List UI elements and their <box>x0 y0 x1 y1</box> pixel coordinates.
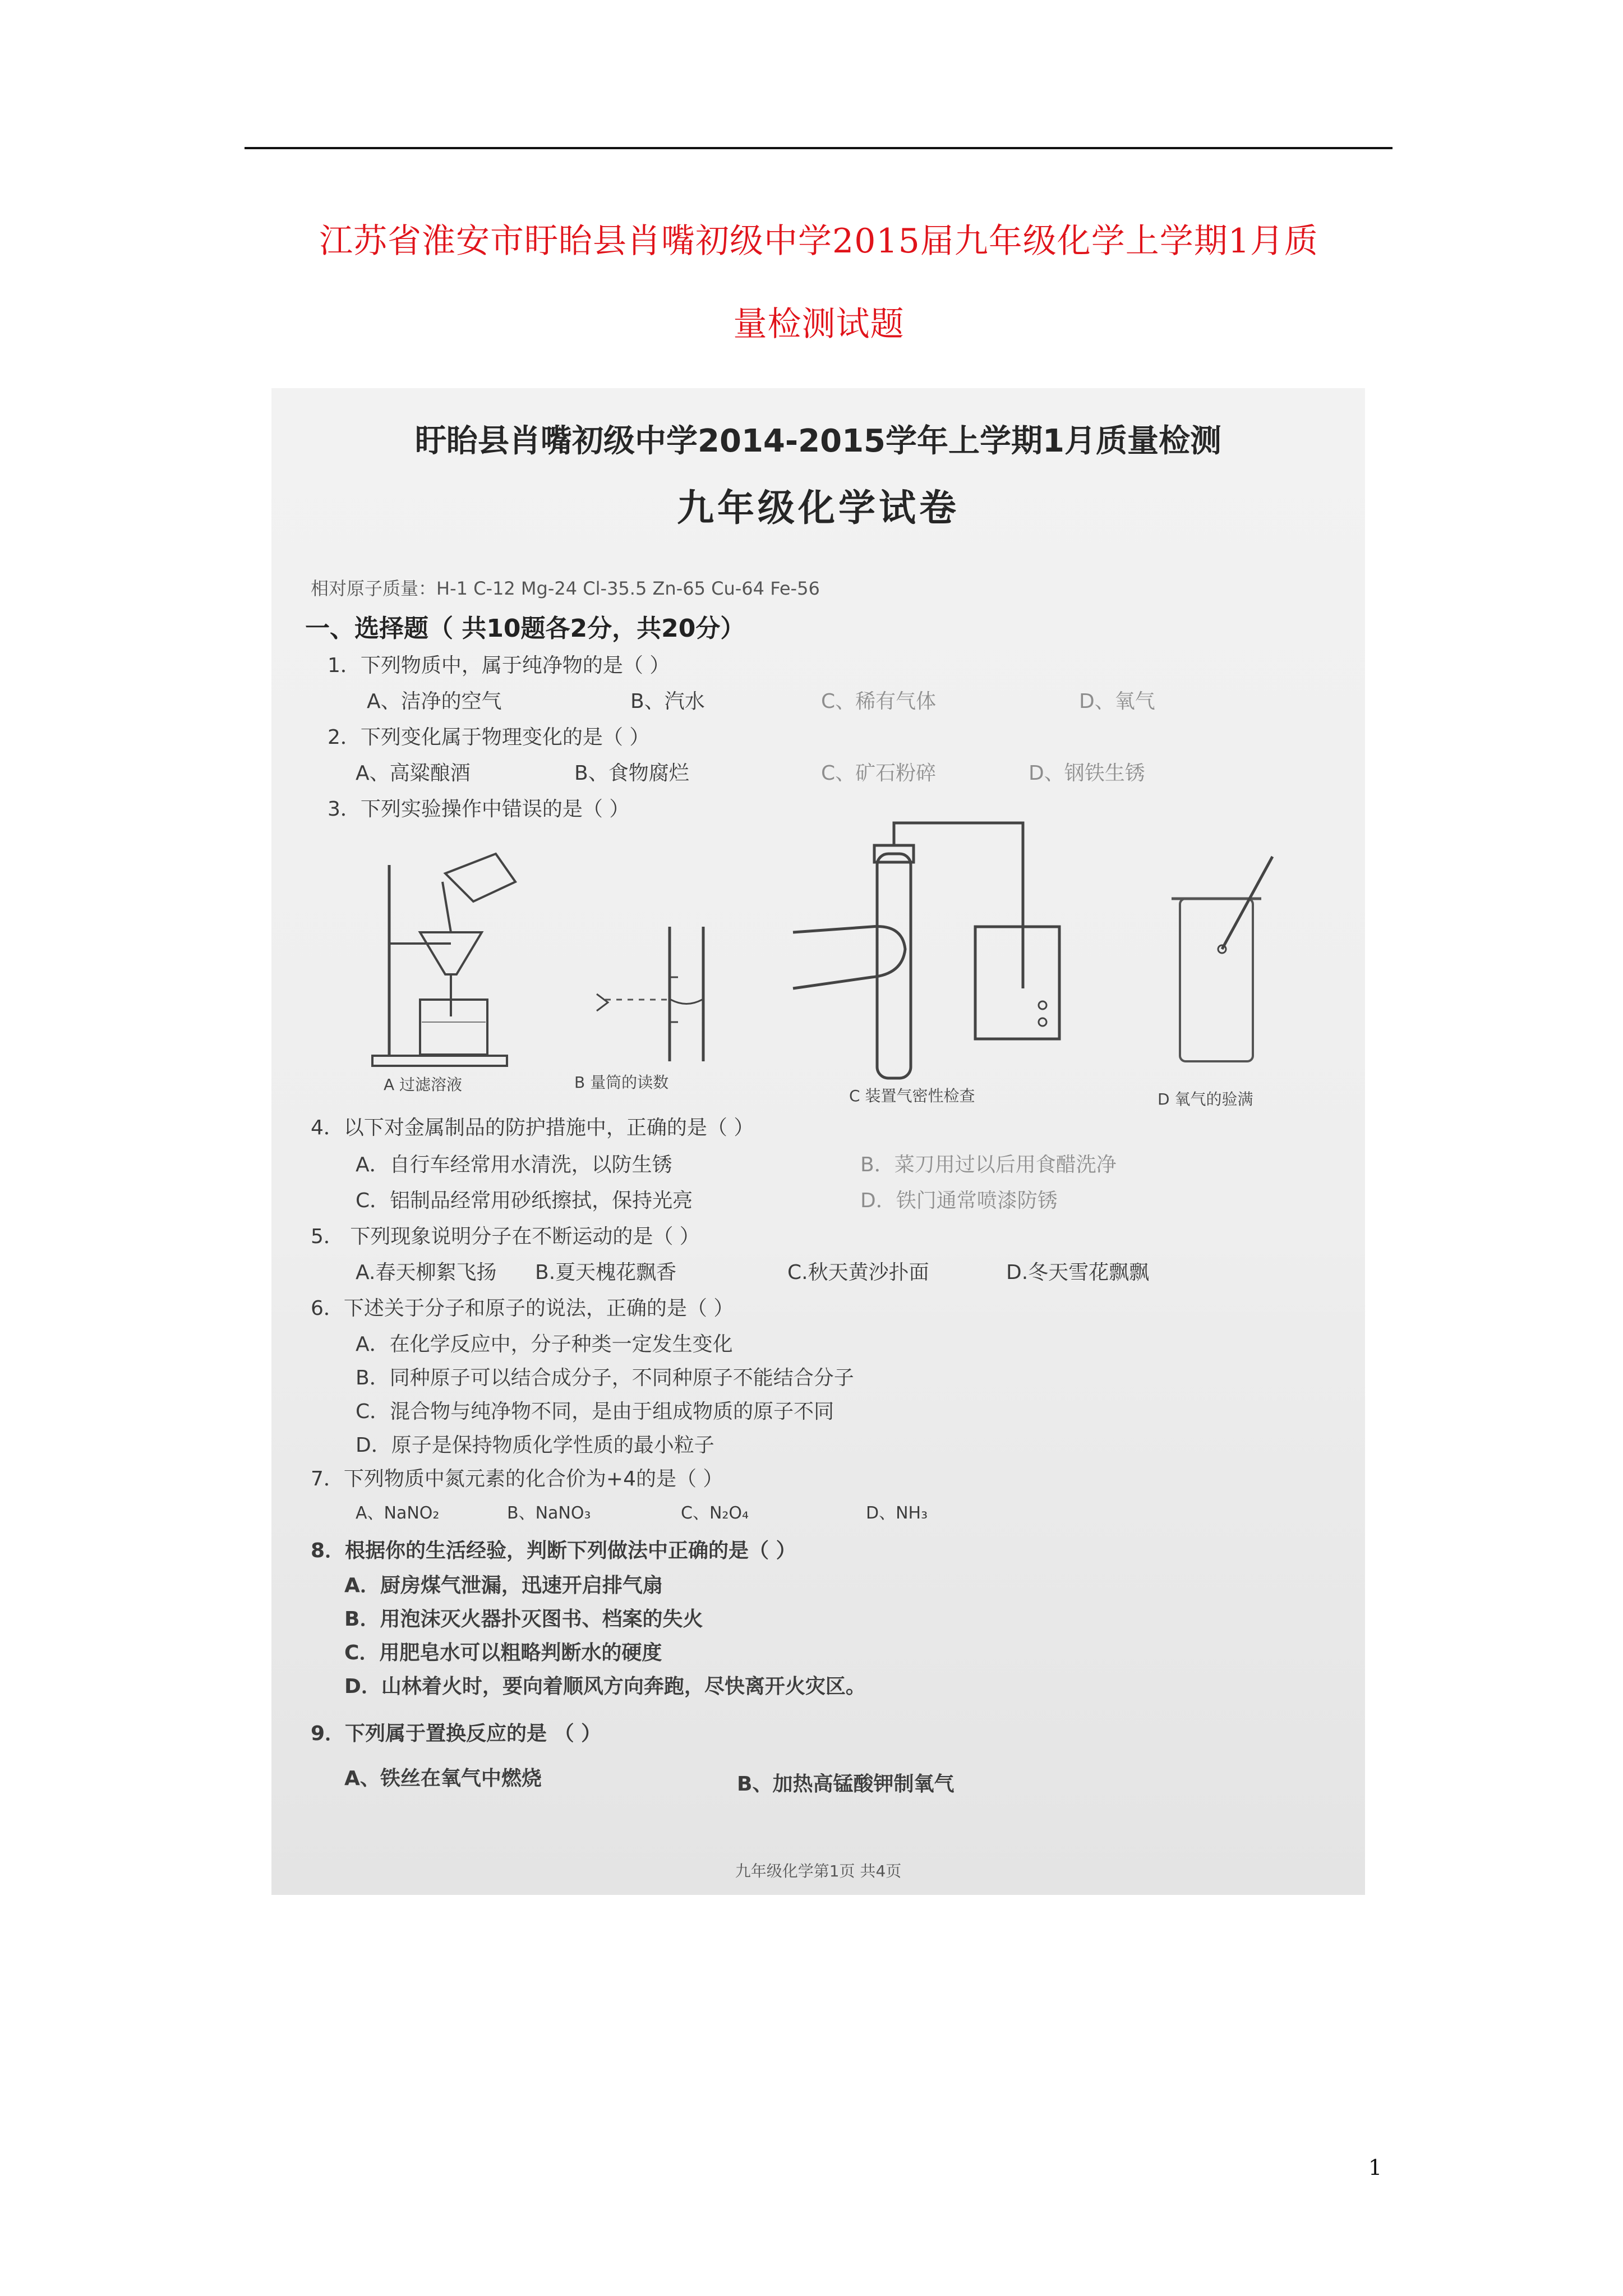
question-5-option-a: A.春天柳絮飞扬 <box>356 1261 497 1284</box>
document-title-line-1: 江苏省淮安市盱眙县肖嘴初级中学2015届九年级化学上学期1月质 <box>319 222 1318 261</box>
question-8-stem: 8．根据你的生活经验，判断下列做法中正确的是（ ） <box>311 1539 796 1562</box>
question-8-option-a: A．厨房煤气泄漏，迅速开启排气扇 <box>344 1574 663 1597</box>
exam-school-header: 盱眙县肖嘴初级中学2014-2015学年上学期1月质量检测 <box>415 423 1221 459</box>
question-7-option-a: A、NaNO₂ <box>356 1503 440 1523</box>
question-1-option-d: D、氧气 <box>1079 690 1155 713</box>
header-rule <box>245 147 1393 149</box>
question-1-option-c: C、稀有气体 <box>821 690 937 713</box>
question-4-option-c: C．铝制品经常用砂纸擦拭，保持光亮 <box>356 1189 693 1212</box>
page-number: 1 <box>1368 2155 1382 2180</box>
section-1-heading: 一、选择题（ 共10题各2分，共20分） <box>305 614 745 643</box>
question-2-option-c: C、矿石粉碎 <box>821 762 937 785</box>
question-7-option-d: D、NH₃ <box>866 1503 928 1523</box>
question-6-option-c: C．混合物与纯净物不同，是由于组成物质的原子不同 <box>356 1400 834 1423</box>
exam-page-footer: 九年级化学第1页 共4页 <box>735 1862 902 1880</box>
question-8-option-b: B．用泡沫灭火器扑灭图书、档案的失火 <box>344 1608 703 1631</box>
question-6-stem: 6．下述关于分子和原子的说法，正确的是（ ） <box>311 1297 734 1320</box>
question-5-stem: 5． 下列现象说明分子在不断运动的是（ ） <box>311 1225 700 1248</box>
question-6-option-d: D．原子是保持物质化学性质的最小粒子 <box>356 1434 714 1457</box>
question-9-option-a: A、铁丝在氧气中燃烧 <box>344 1767 542 1790</box>
atomic-masses: 相对原子质量：H-1 C-12 Mg-24 Cl-35.5 Zn-65 Cu-64 Fe-56 <box>311 578 820 599</box>
question-5-option-b: B.夏天槐花飘香 <box>535 1261 677 1284</box>
figure-filtration <box>367 848 535 1073</box>
figure-airtightness-check <box>787 820 1079 1089</box>
question-2-stem: 2．下列变化属于物理变化的是（ ） <box>328 726 650 749</box>
question-6-option-b: B．同种原子可以结合成分子，不同种原子不能结合分子 <box>356 1366 854 1389</box>
figure-graduated-cylinder-reading <box>591 921 714 1067</box>
question-5-option-d: D.冬天雪花飘飘 <box>1006 1261 1150 1284</box>
scanned-exam-image <box>271 388 1365 1895</box>
exam-subject-title: 九年级化学试卷 <box>677 486 960 530</box>
figure-oxygen-test <box>1158 854 1281 1078</box>
question-4-option-a: A．自行车经常用水清洗，以防生锈 <box>356 1153 672 1176</box>
document-title-line-2: 量检测试题 <box>733 305 905 344</box>
question-4-stem: 4．以下对金属制品的防护措施中，正确的是（ ） <box>311 1116 754 1139</box>
question-1-option-a: A、洁净的空气 <box>367 690 502 713</box>
question-4-option-d: D．铁门通常喷漆防锈 <box>860 1189 1058 1212</box>
question-2-option-b: B、食物腐烂 <box>574 762 689 785</box>
question-9-stem: 9．下列属于置换反应的是 （ ） <box>311 1722 602 1745</box>
question-2-option-d: D、钢铁生锈 <box>1029 762 1145 785</box>
question-3-stem: 3．下列实验操作中错误的是（ ） <box>328 798 630 821</box>
question-9-option-b: B、加热高锰酸钾制氧气 <box>737 1773 955 1796</box>
question-7-stem: 7．下列物质中氮元素的化合价为+4的是（ ） <box>311 1467 723 1490</box>
question-6-option-a: A．在化学反应中，分子种类一定发生变化 <box>356 1333 733 1356</box>
question-7-option-b: B、NaNO₃ <box>507 1503 591 1523</box>
question-1-option-b: B、汽水 <box>630 690 705 713</box>
question-1-stem: 1．下列物质中，属于纯净物的是（ ） <box>328 654 670 677</box>
question-8-option-c: C．用肥皂水可以粗略判断水的硬度 <box>344 1641 662 1664</box>
figure-label-c: C 装置气密性检查 <box>849 1087 975 1105</box>
question-4-option-b: B．菜刀用过以后用食醋洗净 <box>860 1153 1117 1176</box>
question-8-option-d: D．山林着火时，要向着顺风方向奔跑，尽快离开火灾区。 <box>344 1675 866 1698</box>
figure-label-b: B 量筒的读数 <box>574 1073 669 1092</box>
question-5-option-c: C.秋天黄沙扑面 <box>787 1261 929 1284</box>
figure-label-d: D 氧气的验满 <box>1158 1090 1253 1108</box>
question-2-option-a: A、高粱酿酒 <box>356 762 471 785</box>
question-7-option-c: C、N₂O₄ <box>681 1503 749 1523</box>
figure-label-a: A 过滤溶液 <box>384 1075 463 1094</box>
